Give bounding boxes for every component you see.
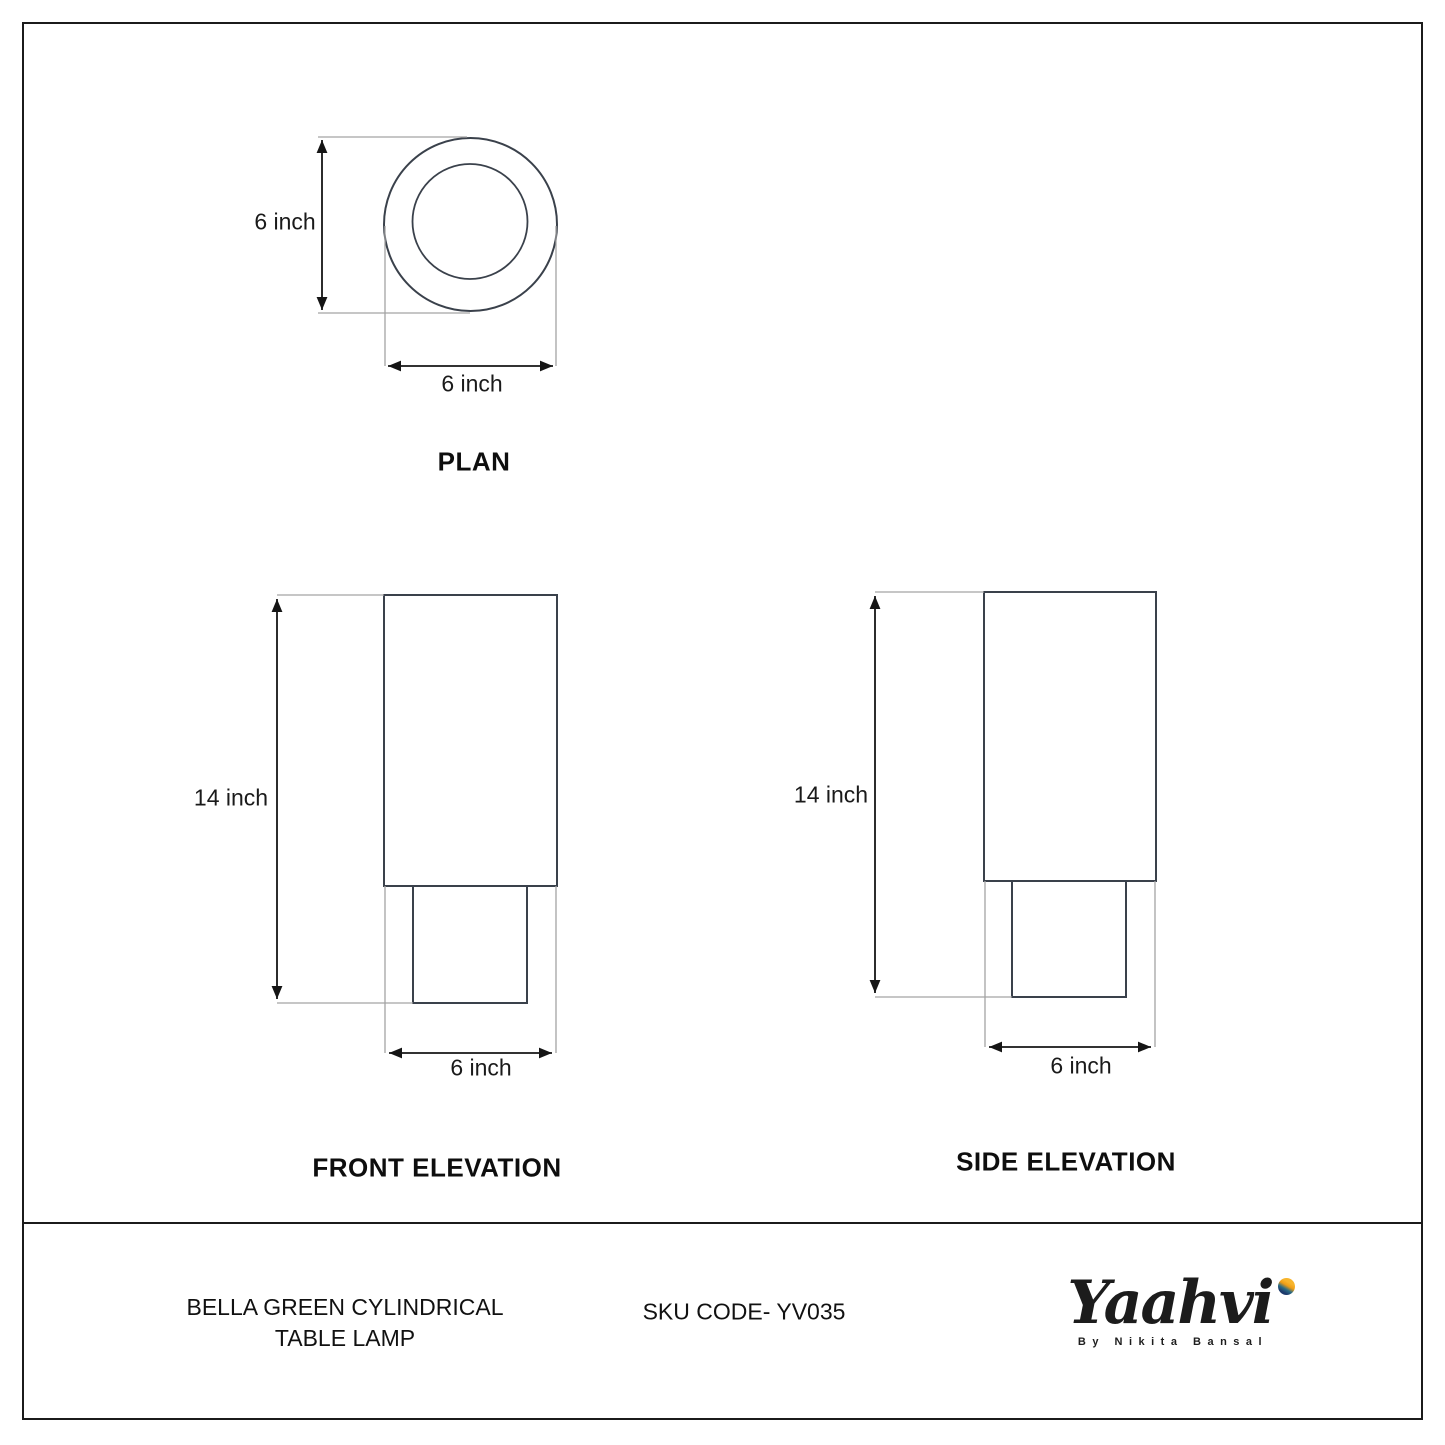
plan-height-dimension-label: 6 inch [254, 208, 316, 235]
front-height-dimension-label: 14 inch [193, 784, 269, 811]
plan-width-dimension-label: 6 inch [441, 370, 503, 397]
logo-wordmark: Yaahvi [1067, 1268, 1273, 1338]
front-elevation-drawing [384, 595, 557, 1003]
brand-logo [1035, 1270, 1305, 1348]
plan-view-label: PLAN [437, 446, 511, 477]
side-shade-outline [984, 592, 1156, 881]
plan-extension-lines [318, 137, 556, 366]
logo-tagline: By Nikita Bansal [1077, 1336, 1269, 1348]
side-extension-lines [875, 592, 1155, 1047]
sku-code: SKU CODE- YV035 [642, 1298, 846, 1325]
side-elevation-label: SIDE ELEVATION [956, 1146, 1176, 1177]
front-elevation-label: FRONT ELEVATION [312, 1152, 562, 1183]
front-dimension-lines [277, 599, 552, 1053]
side-base-outline [1012, 881, 1126, 997]
front-width-dimension-label: 6 inch [450, 1054, 512, 1081]
side-height-dimension-label: 14 inch [793, 781, 869, 808]
plan-inner-circle [413, 164, 528, 279]
logo-dot-icon [1278, 1278, 1295, 1295]
footer-separator [22, 1222, 1423, 1224]
front-base-outline [413, 886, 527, 1003]
product-name-line2: TABLE LAMP [274, 1325, 416, 1351]
product-name [170, 1292, 520, 1354]
product-name-line1: BELLA GREEN CYLINDRICAL [186, 1294, 504, 1320]
side-width-dimension-label: 6 inch [1050, 1052, 1112, 1079]
front-shade-outline [384, 595, 557, 886]
side-elevation-drawing [984, 592, 1156, 997]
front-extension-lines [277, 595, 556, 1053]
plan-view-drawing [384, 138, 557, 311]
